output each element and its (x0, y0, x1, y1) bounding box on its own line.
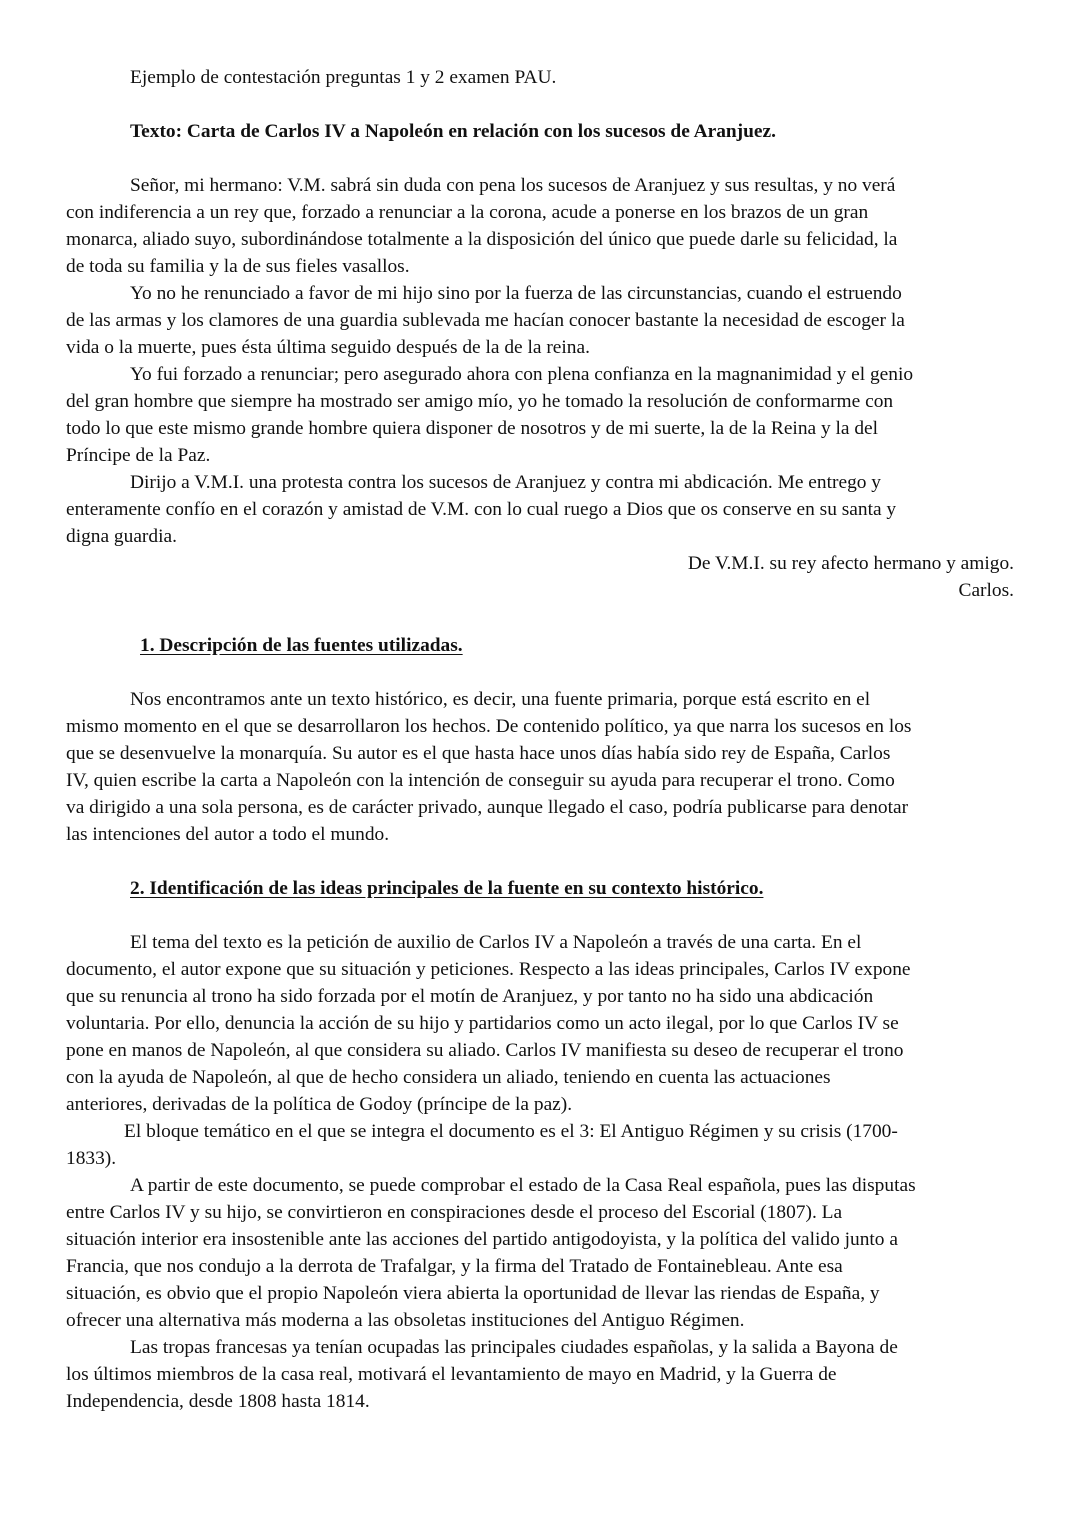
section2-line: con la ayuda de Napoleón, al que de hecho considera un aliado, teniendo en cuenta las actuaciones (66, 1067, 831, 1088)
section2-line: pone en manos de Napoleón, al que considera su aliado. Carlos IV manifiesta su deseo de recuperar el trono (66, 1040, 904, 1061)
section2-line: documento, el autor expone que su situación y peticiones. Respecto a las ideas principales, Carlos IV expone (66, 959, 911, 980)
section2-line: situación interior era insostenible ante las acciones del partido antigodoyista, y la política del valido junto a (66, 1229, 898, 1250)
letter-line: Príncipe de la Paz. (66, 445, 211, 466)
letter-line: de las armas y los clamores de una guardia sublevada me hacían conocer bastante la necesidad de escoger la (66, 310, 905, 331)
letter-line: Yo no he renunciado a favor de mi hijo sino por la fuerza de las circunstancias, cuando el estruendo (130, 283, 902, 304)
section2-line: 1833). (66, 1148, 117, 1169)
section2-line: ofrecer una alternativa más moderna a las obsoletas instituciones del Antiguo Régimen. (66, 1310, 745, 1331)
section2-line: El bloque temático en el que se integra el documento es el 3: El Antiguo Régimen y su crisis (1700- (124, 1121, 898, 1142)
section2-line: voluntaria. Por ello, denuncia la acción de su hijo y partidarios como un acto ilegal, por lo que Carlos IV se (66, 1013, 899, 1034)
letter-line: de toda su familia y la de sus fieles vasallos. (66, 256, 410, 277)
section1-line: que se desenvuelve la monarquía. Su autor es el que hasta hace unos días había sido rey de España, Carlos (66, 743, 891, 764)
letter-line: Señor, mi hermano: V.M. sabrá sin duda con pena los sucesos de Aranjuez y sus resultas, y no verá (130, 175, 896, 196)
letter-line: Yo fui forzado a renunciar; pero asegurado ahora con plena confianza en la magnanimidad y el genio (130, 364, 914, 385)
section1-line: IV, quien escribe la carta a Napoleón con la intención de conseguir su ayuda para recuperar el trono. Como (66, 770, 895, 791)
text-title: Texto: Carta de Carlos IV a Napoleón en relación con los sucesos de Aranjuez. (130, 121, 776, 142)
section1-line: mismo momento en el que se desarrollaron los hechos. De contenido político, ya que narra los sucesos en los (66, 716, 912, 737)
section2-line: anteriores, derivadas de la política de Godoy (príncipe de la paz). (66, 1094, 573, 1115)
section2-line: El tema del texto es la petición de auxilio de Carlos IV a Napoleón a través de una carta. En el (130, 932, 862, 953)
letter-line: con indiferencia a un rey que, forzado a renunciar a la corona, acude a ponerse en los brazos de un gran (66, 202, 869, 223)
section2-line: situación, es obvio que el propio Napoleón viera abierta la oportunidad de llevar las riendas de España, y (66, 1283, 880, 1304)
letter-line: monarca, aliado suyo, subordinándose totalmente a la disposición del único que puede darle su felicidad, la (66, 229, 898, 250)
section2-line: Independencia, desde 1808 hasta 1814. (66, 1391, 370, 1412)
letter-closing: De V.M.I. su rey afecto hermano y amigo. (687, 553, 1014, 574)
letter-signature: Carlos. (958, 580, 1014, 601)
letter-line: todo lo que este mismo grande hombre quiera disponer de nosotros y de mi suerte, la de la Reina y la del (66, 418, 879, 439)
section2-line: Francia, que nos condujo a la derrota de Trafalgar, y la firma del Tratado de Fontainebleau. Ante esa (66, 1256, 843, 1277)
section2-line: entre Carlos IV y su hijo, se convirtieron en conspiraciones desde el proceso del Escorial (1807). La (66, 1202, 843, 1223)
section1-line: Nos encontramos ante un texto histórico, es decir, una fuente primaria, porque está escrito en el (130, 689, 871, 710)
letter-line: digna guardia. (66, 526, 177, 547)
section2-heading: 2. Identificación de las ideas principales de la fuente en su contexto histórico. (130, 878, 764, 899)
section1-line: las intenciones del autor a todo el mundo. (66, 824, 390, 845)
section2-line: los últimos miembros de la casa real, motivará el levantamiento de mayo en Madrid, y la Guerra de (66, 1364, 837, 1385)
section2-line: que su renuncia al trono ha sido forzada por el motín de Aranjuez, y por tanto no ha sido una abdicación (66, 986, 874, 1007)
letter-line: del gran hombre que siempre ha mostrado ser amigo mío, yo he tomado la resolución de conformarme con (66, 391, 894, 412)
letter-line: vida o la muerte, pues ésta última seguido después de la de la reina. (66, 337, 590, 358)
section1-line: va dirigido a una sola persona, es de carácter privado, aunque llegado el caso, podría publicarse para denotar (66, 797, 909, 818)
section1-heading: 1. Descripción de las fuentes utilizadas. (140, 635, 463, 656)
section2-line: Las tropas francesas ya tenían ocupadas las principales ciudades españolas, y la salida a Bayona de (130, 1337, 898, 1358)
intro-line: Ejemplo de contestación preguntas 1 y 2 examen PAU. (130, 67, 557, 88)
section2-line: A partir de este documento, se puede comprobar el estado de la Casa Real española, pues las disputas (130, 1175, 916, 1196)
letter-line: Dirijo a V.M.I. una protesta contra los sucesos de Aranjuez y contra mi abdicación. Me entrego y (130, 472, 881, 493)
letter-line: enteramente confío en el corazón y amistad de V.M. con lo cual ruego a Dios que os conserve en su santa y (66, 499, 897, 520)
